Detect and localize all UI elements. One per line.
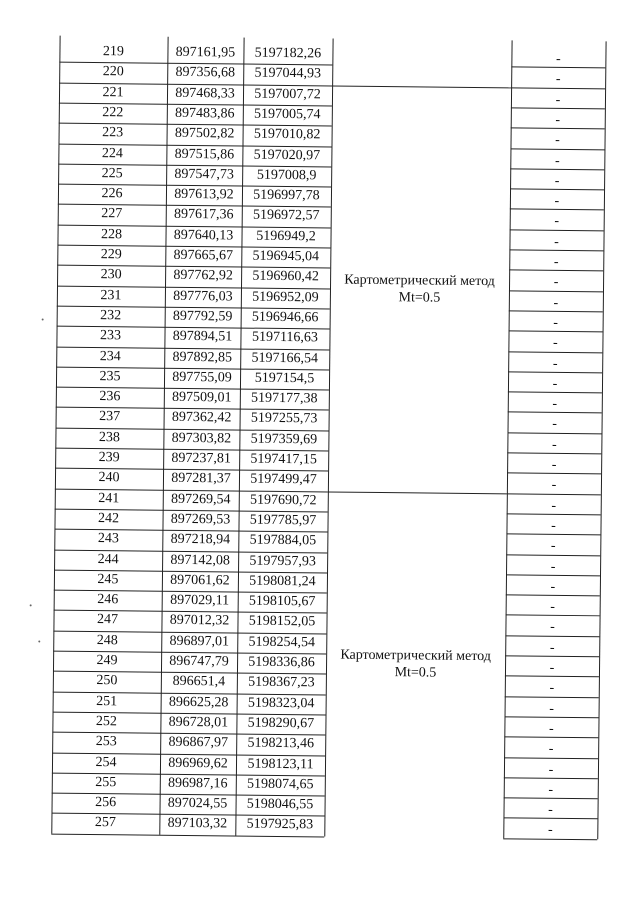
point-number: 250 bbox=[96, 673, 118, 689]
accuracy-mark: - bbox=[548, 741, 554, 758]
accuracy-mark: - bbox=[555, 112, 561, 128]
x-coordinate: 896987,16 bbox=[167, 775, 228, 792]
accuracy-mark: - bbox=[554, 193, 560, 209]
point-number: 222 bbox=[102, 104, 124, 121]
accuracy-mark: - bbox=[555, 72, 561, 88]
point-number: 237 bbox=[99, 409, 121, 425]
y-coordinate: 5196952,09 bbox=[252, 289, 319, 305]
accuracy-mark: - bbox=[551, 518, 556, 534]
x-coordinate: 897142,08 bbox=[170, 552, 230, 568]
method-note-accuracy: Mt=0.5 bbox=[394, 665, 437, 681]
method-note-text: Картометрический метод bbox=[344, 272, 495, 289]
point-number: 244 bbox=[97, 551, 119, 567]
accuracy-mark: - bbox=[555, 133, 560, 149]
accuracy-mark: - bbox=[548, 782, 554, 798]
point-number: 257 bbox=[94, 815, 116, 831]
y-coordinate: 5197499,47 bbox=[250, 471, 317, 488]
accuracy-mark: - bbox=[554, 214, 560, 230]
method-note-text: Картометрический метод bbox=[340, 647, 491, 665]
y-coordinate: 5196946,66 bbox=[251, 309, 319, 326]
y-coordinate: 5197417,15 bbox=[250, 451, 318, 468]
x-coordinate: 897029,11 bbox=[170, 592, 230, 609]
y-coordinate: 5198336,86 bbox=[248, 654, 315, 671]
y-coordinate: 5197957,93 bbox=[249, 553, 316, 569]
x-coordinate: 897892,85 bbox=[172, 349, 233, 365]
point-number: 223 bbox=[102, 125, 124, 141]
accuracy-mark: - bbox=[550, 559, 556, 575]
y-coordinate: 5198074,65 bbox=[246, 776, 314, 793]
point-number: 230 bbox=[100, 267, 122, 283]
y-coordinate: 5197044,93 bbox=[254, 65, 322, 82]
point-number: 246 bbox=[97, 592, 119, 608]
point-number: 238 bbox=[98, 429, 121, 445]
point-number: 253 bbox=[95, 734, 117, 750]
accuracy-mark: - bbox=[552, 417, 557, 433]
scan-speck bbox=[42, 318, 44, 320]
x-coordinate: 897640,13 bbox=[173, 227, 234, 244]
y-coordinate: 5198123,11 bbox=[247, 756, 314, 772]
group-divider bbox=[332, 85, 511, 88]
y-coordinate: 5197166,54 bbox=[251, 350, 319, 366]
x-coordinate: 897269,54 bbox=[170, 491, 231, 508]
accuracy-mark: - bbox=[549, 681, 555, 697]
accuracy-mark: - bbox=[553, 295, 559, 311]
accuracy-mark: - bbox=[550, 620, 555, 636]
x-coordinate: 896747,79 bbox=[169, 653, 229, 670]
point-number: 248 bbox=[96, 632, 118, 648]
point-number: 243 bbox=[97, 531, 119, 547]
y-coordinate: 5197010,82 bbox=[253, 126, 321, 143]
x-coordinate: 897755,09 bbox=[172, 369, 232, 386]
point-number: 219 bbox=[102, 44, 125, 60]
accuracy-mark: - bbox=[551, 457, 557, 473]
y-coordinate: 5198081,24 bbox=[249, 573, 316, 590]
accuracy-mark: - bbox=[550, 579, 556, 595]
point-number: 242 bbox=[97, 510, 120, 527]
accuracy-mark: - bbox=[549, 660, 555, 676]
point-number: 256 bbox=[95, 795, 117, 811]
y-coordinate: 5197182,26 bbox=[254, 45, 322, 62]
y-coordinate: 5196960,42 bbox=[252, 268, 319, 285]
y-coordinate: 5197690,72 bbox=[249, 492, 317, 508]
point-number: 252 bbox=[95, 713, 118, 730]
y-coordinate: 5197785,97 bbox=[249, 512, 317, 529]
y-coordinate: 5197884,05 bbox=[249, 532, 317, 549]
method-note bbox=[326, 647, 505, 683]
y-coordinate: 5197116,63 bbox=[251, 329, 319, 346]
x-coordinate: 896728,01 bbox=[168, 714, 229, 731]
y-coordinate: 5197255,73 bbox=[250, 411, 318, 427]
point-number: 228 bbox=[100, 226, 123, 242]
point-number: 255 bbox=[95, 774, 117, 791]
y-coordinate: 5197359,69 bbox=[250, 431, 318, 448]
point-number: 224 bbox=[101, 145, 123, 161]
accuracy-mark: - bbox=[548, 802, 553, 818]
y-coordinate: 5196949,2 bbox=[256, 228, 316, 245]
y-coordinate: 5196945,04 bbox=[252, 248, 320, 265]
point-number: 247 bbox=[96, 612, 119, 628]
accuracy-mark: - bbox=[553, 315, 559, 331]
x-coordinate: 896897,01 bbox=[169, 633, 230, 650]
point-number: 235 bbox=[99, 368, 121, 385]
y-coordinate: 5198105,67 bbox=[248, 593, 316, 610]
point-number: 241 bbox=[98, 490, 120, 506]
accuracy-mark: - bbox=[547, 823, 553, 839]
x-coordinate: 897792,59 bbox=[172, 308, 233, 325]
x-coordinate: 897012,32 bbox=[169, 613, 230, 629]
point-number: 227 bbox=[101, 206, 123, 222]
x-coordinate: 897509,01 bbox=[172, 389, 232, 406]
accuracy-mark: - bbox=[554, 234, 559, 250]
x-coordinate: 897161,95 bbox=[175, 44, 236, 61]
accuracy-mark: - bbox=[552, 356, 558, 372]
x-coordinate: 897024,55 bbox=[167, 795, 228, 812]
accuracy-mark: - bbox=[555, 92, 561, 108]
point-number: 229 bbox=[100, 247, 122, 263]
x-coordinate: 897237,81 bbox=[171, 450, 232, 467]
accuracy-mark: - bbox=[551, 478, 557, 494]
y-coordinate: 5197020,97 bbox=[253, 147, 321, 163]
scan-speck bbox=[38, 640, 40, 642]
accuracy-mark: - bbox=[549, 640, 555, 656]
point-number: 226 bbox=[101, 186, 123, 202]
x-coordinate: 897617,36 bbox=[173, 207, 234, 223]
x-coordinate: 897762,92 bbox=[173, 268, 233, 284]
accuracy-mark: - bbox=[552, 396, 558, 412]
x-coordinate: 896625,28 bbox=[168, 694, 229, 711]
y-coordinate: 5198152,05 bbox=[248, 614, 316, 630]
point-number: 239 bbox=[98, 450, 120, 466]
y-coordinate: 5197154,5 bbox=[254, 370, 315, 387]
point-number: 225 bbox=[101, 165, 123, 182]
accuracy-mark: - bbox=[554, 173, 560, 189]
point-number: 254 bbox=[95, 754, 117, 770]
point-number: 236 bbox=[99, 389, 121, 405]
accuracy-mark: - bbox=[549, 701, 555, 717]
group-divider bbox=[328, 491, 507, 494]
x-coordinate: 897515,86 bbox=[174, 146, 235, 162]
y-coordinate: 5197008,9 bbox=[256, 167, 317, 184]
y-coordinate: 5197925,83 bbox=[246, 817, 314, 833]
y-coordinate: 5196972,57 bbox=[252, 208, 320, 224]
x-coordinate: 896867,97 bbox=[168, 734, 229, 751]
y-coordinate: 5198367,23 bbox=[248, 674, 315, 691]
scan-speck bbox=[30, 604, 32, 606]
accuracy-mark: - bbox=[550, 538, 556, 555]
x-coordinate: 897613,92 bbox=[174, 186, 234, 203]
accuracy-mark: - bbox=[554, 153, 560, 169]
accuracy-mark: - bbox=[555, 51, 561, 67]
x-coordinate: 897502,82 bbox=[174, 126, 235, 142]
accuracy-mark: - bbox=[548, 721, 554, 737]
x-coordinate: 897303,82 bbox=[171, 430, 232, 447]
y-coordinate: 5197177,38 bbox=[251, 390, 318, 407]
x-coordinate: 897356,68 bbox=[175, 65, 236, 81]
point-number: 232 bbox=[100, 307, 122, 324]
x-coordinate: 897547,73 bbox=[174, 166, 235, 183]
y-coordinate: 5198213,46 bbox=[247, 735, 315, 752]
accuracy-mark: - bbox=[552, 376, 558, 392]
accuracy-mark: - bbox=[551, 437, 557, 453]
point-number: 220 bbox=[102, 64, 124, 80]
point-number: 234 bbox=[99, 348, 121, 364]
point-number: 240 bbox=[98, 470, 120, 486]
x-coordinate: 897776,03 bbox=[173, 288, 233, 305]
y-coordinate: 5196997,78 bbox=[253, 187, 320, 204]
accuracy-mark: - bbox=[553, 275, 559, 291]
x-coordinate: 897218,94 bbox=[170, 532, 231, 548]
x-coordinate: 897894,51 bbox=[172, 329, 233, 345]
point-number: 221 bbox=[102, 84, 124, 100]
y-coordinate: 5198323,04 bbox=[247, 695, 315, 711]
accuracy-mark: - bbox=[553, 335, 558, 352]
y-coordinate: 5197007,72 bbox=[254, 86, 321, 102]
x-coordinate: 897281,37 bbox=[171, 471, 231, 487]
method-note-accuracy: Mt=0.5 bbox=[398, 289, 441, 306]
x-coordinate: 897665,67 bbox=[173, 247, 234, 264]
y-coordinate: 5198290,67 bbox=[247, 715, 315, 732]
accuracy-mark: - bbox=[550, 599, 556, 615]
x-coordinate: 897061,62 bbox=[170, 572, 230, 589]
x-coordinate: 896651,4 bbox=[172, 674, 226, 690]
point-number: 231 bbox=[100, 287, 122, 303]
y-coordinate: 5198254,54 bbox=[248, 634, 316, 651]
method-note bbox=[330, 271, 509, 307]
x-coordinate: 897483,86 bbox=[174, 105, 235, 122]
y-coordinate: 5197005,74 bbox=[253, 106, 321, 123]
accuracy-mark: - bbox=[553, 254, 559, 270]
point-number: 233 bbox=[99, 328, 122, 344]
accuracy-mark: - bbox=[551, 498, 557, 514]
point-number: 245 bbox=[97, 571, 119, 588]
x-coordinate: 897362,42 bbox=[171, 410, 232, 426]
accuracy-mark: - bbox=[548, 762, 554, 778]
x-coordinate: 896969,62 bbox=[168, 755, 228, 771]
x-coordinate: 897103,32 bbox=[167, 816, 228, 832]
y-coordinate: 5198046,55 bbox=[246, 796, 314, 813]
x-coordinate: 897269,53 bbox=[170, 511, 231, 528]
point-number: 249 bbox=[96, 653, 118, 669]
x-coordinate: 897468,33 bbox=[175, 85, 235, 102]
point-number: 251 bbox=[96, 693, 118, 709]
